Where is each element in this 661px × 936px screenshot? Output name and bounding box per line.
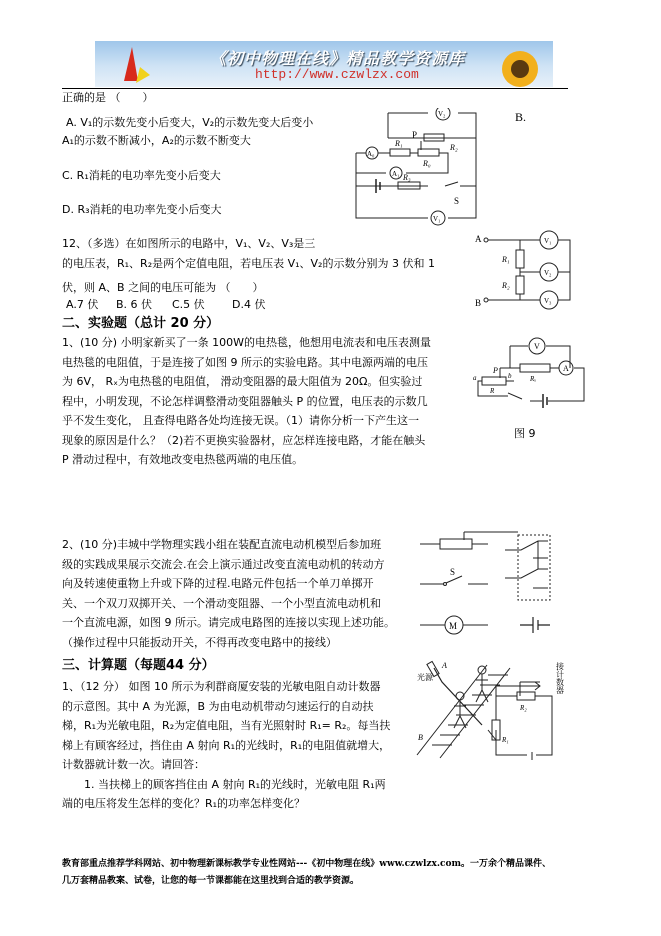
- label-r2: R₂: [520, 704, 527, 712]
- label-v1: V₁: [433, 215, 441, 223]
- q11-option-a: A. V₁的示数先变小后变大，V₂的示数先变大后变小: [66, 115, 314, 129]
- q11-option-a-continued: A₁的示数不断减小，A₂的示数不断变大: [62, 134, 251, 147]
- question-11: [62, 88, 313, 220]
- label-r: R: [490, 387, 495, 395]
- q11-option-b: B.: [515, 110, 527, 124]
- label-a0: A₀: [367, 150, 375, 158]
- figure-10-escalator: [412, 660, 572, 770]
- label-light-source: 光源: [417, 673, 433, 682]
- label-m: M: [449, 621, 458, 631]
- label-v: V: [534, 342, 540, 351]
- q12-line: 12、（多选）在如图所示的电路中，V₁、V₂、V₃是三: [62, 237, 316, 250]
- label-a1: A₁: [392, 170, 400, 178]
- label-v3: V₃: [544, 297, 552, 305]
- q12-circuit-diagram: [470, 230, 575, 310]
- experiment-2: [62, 535, 395, 652]
- q11-option-c: C. R₁消耗的电功率先变小后变大: [62, 168, 221, 182]
- calc1-line: 计数器就计数一次。请回答：: [62, 758, 205, 771]
- page-footer: [62, 856, 551, 890]
- label-r3: R₃: [403, 173, 411, 182]
- q12-line: 伏，则 A、B 之间的电压可能为 （ ）: [62, 281, 264, 294]
- experiment-1: [62, 333, 431, 470]
- exp2-line: （操作过程中只能扳动开关，不得再改变电路中的接线）: [62, 635, 337, 649]
- exp1-line: 1、(10 分) 小明家新买了一条 100W的电热毯，他想用电流表和电压表测量: [62, 336, 431, 349]
- label-r0: R₀: [423, 159, 431, 168]
- question-12: [62, 234, 435, 314]
- label-r1: R₁: [502, 255, 510, 264]
- label-v2: V₂: [544, 269, 552, 277]
- calc1-line: 梯，R₁为光敏电阻，R₂为定值电阻，当有光照射时 R₁= R₂。每当扶: [62, 719, 391, 732]
- calc1-line: 1. 当扶梯上的顾客挡住由 A 射向 R₁的光线时，光敏电阻 R₁两: [62, 777, 386, 791]
- label-counter: 接计数器: [555, 662, 565, 694]
- calc1-line: 1、（12 分） 如图 10 所示为利群商厦安装的光敏电阻自动计数器: [62, 680, 381, 693]
- label-a: A: [442, 661, 447, 670]
- exp2-line: 向及转速使重物上升或下降的过程.电路元件包括一个单刀单掷开: [62, 577, 374, 590]
- label-r1: R₁: [502, 736, 509, 744]
- label-r1: R₁: [395, 139, 403, 148]
- label-v2: V₂: [438, 110, 446, 118]
- q12-line: 的电压表，R₁、R₂是两个定值电阻，若电压表 V₁、V₂的示数分别为 3 伏和 1: [62, 256, 435, 270]
- section-2-title: 二、实验题（总计 20 分）: [62, 316, 220, 331]
- exp1-line: 电热毯的电阻值，于是连接了如图 9 所示的实验电路。其中电源两端的电压: [62, 355, 428, 369]
- label-b: B: [475, 298, 482, 308]
- q12-option-a: A.7 伏: [66, 297, 99, 311]
- exp1-line: 乎不发生变化， 且查得电路各处均连接无误。（1）请你分析一下产生这一: [62, 414, 419, 427]
- label-a-end: a: [473, 374, 477, 382]
- site-banner: [95, 41, 553, 87]
- label-a: A: [563, 364, 569, 373]
- q12-option-d: D.4 伏: [232, 297, 266, 311]
- site-logo-icon: [120, 45, 160, 85]
- component-symbols: [420, 530, 570, 645]
- q11-option-d: D. R₃消耗的电功率先变小后变大: [62, 203, 222, 216]
- label-b: B: [418, 733, 423, 742]
- footer-line-1: 教育部重点推荐学科网站、初中物理新课标教学专业性网站---《初中物理在线》www.czwlzx.com。一万余个精品课件、: [62, 859, 552, 869]
- exp1-line: P 滑动过程中，有效地改变电热毯两端的电压值。: [62, 453, 304, 466]
- banner-title: 《初中物理在线》精品教学资源库: [210, 49, 466, 68]
- q11-stem: 正确的是 （ ）: [62, 91, 154, 104]
- exp2-line: 一个直流电源，如图 9 所示。请完成电路图的连接以实现上述功能。: [62, 616, 395, 629]
- label-s: S: [450, 567, 456, 577]
- figure-9-caption: 图 9: [514, 427, 536, 440]
- label-p: P: [493, 366, 498, 375]
- label-p: P: [412, 130, 418, 140]
- label-a: A: [475, 234, 482, 244]
- calc1-line: 梯上有顾客经过，挡住由 A 射向 R₁的光线时，R₁的电阻值就增大，: [62, 738, 391, 752]
- label-v1: V₁: [544, 237, 552, 245]
- q12-option-c: C.5 伏: [172, 297, 205, 311]
- label-rx: Rₓ: [530, 375, 537, 383]
- exp2-line: 2、(10 分)丰城中学物理实践小组在装配直流电动机模型后参加班: [62, 538, 382, 551]
- footer-line-2: 几万套精品教案、试卷，让您的每一节课都能在这里找到合适的教学资源。: [62, 876, 360, 886]
- label-r2: R₂: [502, 281, 510, 290]
- figure-9-circuit: [470, 336, 590, 416]
- calculation-1: [62, 677, 390, 814]
- sunflower-icon: [480, 45, 550, 87]
- label-b-end: b: [508, 372, 512, 380]
- label-r2: R₂: [450, 143, 458, 152]
- exp1-line: 程中，小明发现，不论怎样调整滑动变阻器触头 P 的位置，电压表的示数几: [62, 394, 428, 408]
- section-3-title: 三、计算题（每题44 分）: [62, 658, 215, 673]
- calc1-line: 端的电压将发生怎样的变化？R₁的功率怎样变化？: [62, 797, 306, 810]
- exp1-line: 为 6V， Rₓ为电热毯的电阻值， 滑动变阻器的最大阻值为 20Ω。但实验过: [62, 375, 423, 388]
- exp2-line: 级的实践成果展示交流会.在会上演示通过改变直流电动机的转动方: [62, 557, 385, 571]
- banner-url: http://www.czwlzx.com: [255, 67, 419, 82]
- q12-option-b: B. 6 伏: [116, 297, 153, 311]
- exp2-line: 关、一个双刀双掷开关、一个滑动变阻器、一个小型直流电动机和: [62, 596, 381, 610]
- exp1-line: 现象的原因是什么？（2)若不更换实验器材，应怎样连接电路，才能在触头: [62, 433, 426, 447]
- label-s: S: [454, 196, 460, 206]
- calc1-line: 的示意图。其中 A 为光源，B 为由电动机带动匀速运行的自动扶: [62, 699, 374, 713]
- q11-circuit-diagram: [348, 108, 498, 226]
